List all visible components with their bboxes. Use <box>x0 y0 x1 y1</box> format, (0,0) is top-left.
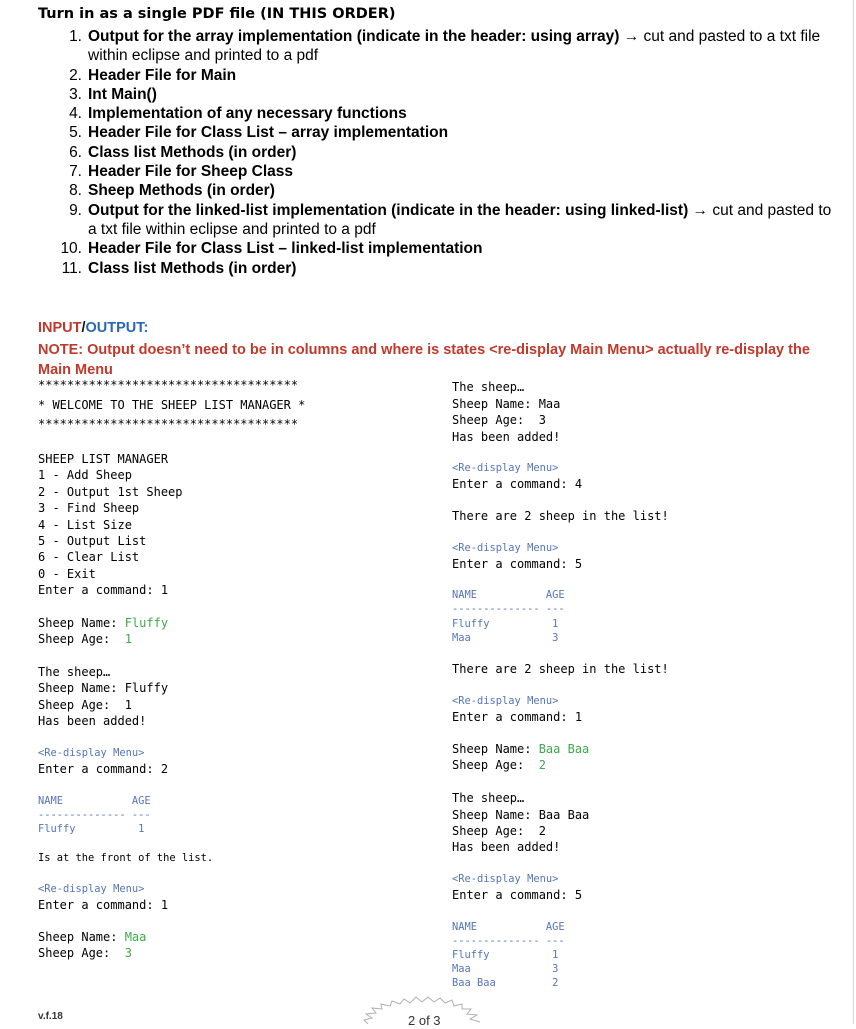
welcome-banner-bottom: ************************************ <box>38 417 299 431</box>
table-row: Fluffy 1 <box>452 618 559 630</box>
table-rule: -------------- --- <box>452 603 565 615</box>
command-prompt: Enter a command: 2 <box>38 762 169 776</box>
version-label: v.f.18 <box>38 1011 63 1022</box>
menu-option: 5 - Output List <box>38 534 147 548</box>
menu-title: SHEEP LIST MANAGER <box>38 452 169 466</box>
added-message: The sheep… <box>452 380 525 394</box>
added-message: Sheep Name: Baa Baa <box>452 808 590 822</box>
added-message: Sheep Name: Maa <box>452 397 561 411</box>
added-message: Has been added! <box>452 430 561 444</box>
step-item: 10. Header File for Class List – linked-list implementation <box>60 240 483 258</box>
command-prompt: Enter a command: 1 <box>452 710 583 724</box>
command-prompt: Enter a command: 5 <box>452 557 583 571</box>
sheep-name-input-line: Sheep Name: Maa <box>38 930 147 944</box>
turn-in-title: Turn in as a single PDF file (IN THIS ORDER) <box>38 6 396 22</box>
table-row: Maa 3 <box>452 963 559 975</box>
added-message: The sheep… <box>452 791 525 805</box>
table-row: Fluffy 1 <box>38 823 145 835</box>
step-item: 8. Sheep Methods (in order) <box>69 182 275 200</box>
menu-option: 3 - Find Sheep <box>38 501 140 515</box>
added-message: Sheep Name: Fluffy <box>38 681 169 695</box>
step-item: 1. Output for the array implementation (indicate in the header: using array) → cut and pasted to a txt file within eclipse and printed to a pdf <box>69 28 821 65</box>
redisplay-menu-note: <Re-display Menu> <box>452 695 559 707</box>
output-note: NOTE: Output doesn’t need to be in columns and where is states <re-display Main Menu> actually re-display the Main Menu <box>38 342 810 378</box>
table-rule: -------------- --- <box>38 809 151 821</box>
added-message: Sheep Age: 3 <box>452 413 546 427</box>
command-prompt: Enter a command: 1 <box>38 583 169 597</box>
menu-option: 6 - Clear List <box>38 550 140 564</box>
menu-option: 1 - Add Sheep <box>38 468 132 482</box>
table-header: NAME AGE <box>38 795 151 807</box>
count-message: There are 2 sheep in the list! <box>452 509 669 523</box>
added-message: Has been added! <box>38 714 147 728</box>
table-row: Baa Baa 2 <box>452 977 559 989</box>
page-number-badge <box>350 988 500 1028</box>
sheep-name-input-line: Sheep Name: Fluffy <box>38 616 169 630</box>
redisplay-menu-note: <Re-display Menu> <box>38 747 145 759</box>
table-header: NAME AGE <box>452 921 565 933</box>
welcome-banner-top: ************************************ <box>38 378 299 392</box>
sheep-age-input-line: Sheep Age: 2 <box>452 758 546 772</box>
redisplay-menu-note: <Re-display Menu> <box>452 462 559 474</box>
sheep-name-input-line: Sheep Name: Baa Baa <box>452 742 590 756</box>
front-message: Is at the front of the list. <box>38 852 214 864</box>
step-item: 11. Class list Methods (in order) <box>61 259 297 277</box>
command-prompt: Enter a command: 1 <box>38 898 169 912</box>
sheep-age-input-line: Sheep Age: 3 <box>38 946 132 960</box>
menu-option: 2 - Output 1st Sheep <box>38 485 183 499</box>
page-edge <box>853 0 854 1024</box>
table-header: NAME AGE <box>452 589 565 601</box>
count-message: There are 2 sheep in the list! <box>452 662 669 676</box>
sheep-age-input-line: Sheep Age: 1 <box>38 632 132 646</box>
command-prompt: Enter a command: 4 <box>452 477 583 491</box>
menu-option: 4 - List Size <box>38 518 132 532</box>
table-row: Maa 3 <box>452 632 559 644</box>
menu-option: 0 - Exit <box>38 567 96 581</box>
io-heading: INPUT/OUTPUT: <box>38 320 149 336</box>
redisplay-menu-note: <Re-display Menu> <box>38 883 145 895</box>
step-item: 9. Output for the linked-list implementation (indicate in the header: using linked-list) → cut and pasted to a txt file within eclipse and printed to a pdf <box>69 201 832 238</box>
command-prompt: Enter a command: 5 <box>452 888 583 902</box>
turn-in-steps <box>60 27 840 278</box>
welcome-banner-text: * WELCOME TO THE SHEEP LIST MANAGER * <box>38 398 306 412</box>
redisplay-menu-note: <Re-display Menu> <box>452 542 559 554</box>
step-item: 5. Header File for Class List – array implementation <box>69 124 449 142</box>
table-row: Fluffy 1 <box>452 949 559 961</box>
step-item: 6. Class list Methods (in order) <box>69 143 297 161</box>
redisplay-menu-note: <Re-display Menu> <box>452 873 559 885</box>
added-message: The sheep… <box>38 665 111 679</box>
table-rule: -------------- --- <box>452 935 565 947</box>
step-item: 3. Int Main() <box>69 85 157 103</box>
added-message: Sheep Age: 1 <box>38 698 132 712</box>
added-message: Has been added! <box>452 840 561 854</box>
step-item: 4. Implementation of any necessary functions <box>69 105 407 123</box>
added-message: Sheep Age: 2 <box>452 824 546 838</box>
page-number: 2 of 3 <box>408 1013 441 1028</box>
step-item: 2. Header File for Main <box>69 66 237 84</box>
step-item: 7. Header File for Sheep Class <box>69 163 294 181</box>
